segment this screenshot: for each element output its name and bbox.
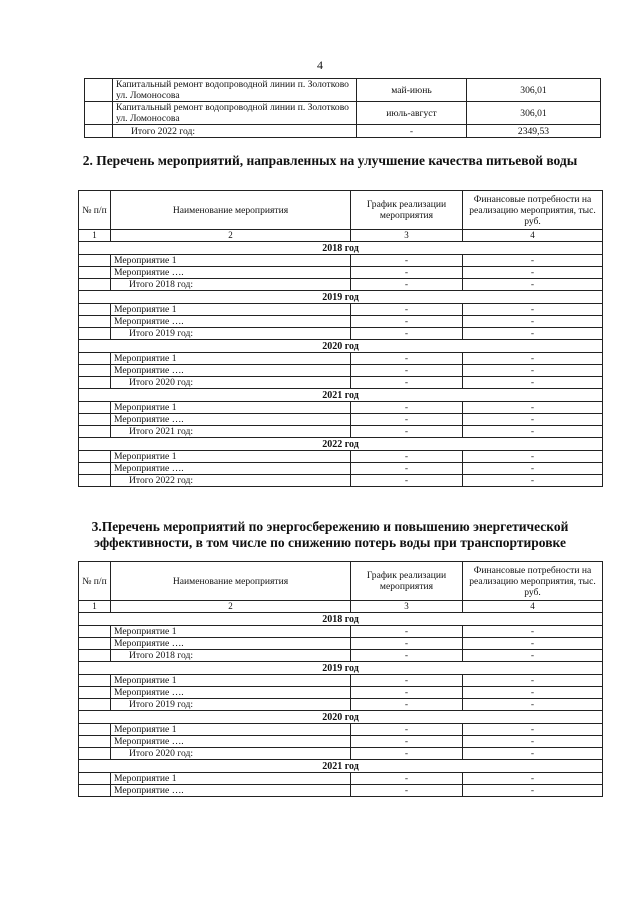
section2-table: [78, 190, 603, 487]
table-row: [79, 402, 603, 414]
table-row: [79, 773, 603, 785]
row-num: [79, 279, 111, 291]
row-schedule: -: [351, 255, 463, 267]
row-amount: 306,01: [467, 102, 601, 125]
table-row: [79, 736, 603, 748]
table-row: [79, 451, 603, 463]
row-finance: -: [463, 255, 603, 267]
row-name: Капитальный ремонт водопроводной линии п. Золотково ул. Ломоносова: [113, 102, 357, 125]
row-finance: -: [463, 402, 603, 414]
year-row: [79, 389, 603, 402]
row-num: [79, 785, 111, 797]
row-name: Мероприятие ….: [111, 785, 351, 797]
table-row: [79, 687, 603, 699]
year-label: 2020 год: [79, 340, 603, 353]
row-name: Мероприятие ….: [111, 267, 351, 279]
row-finance: -: [463, 414, 603, 426]
year-row: [79, 242, 603, 255]
row-finance: -: [463, 785, 603, 797]
column-number: 1: [79, 601, 111, 613]
year-label: 2021 год: [79, 389, 603, 402]
total-schedule: -: [351, 650, 463, 662]
table-row: [79, 785, 603, 797]
header-num: № п/п: [79, 562, 111, 601]
year-row: [79, 291, 603, 304]
total-schedule: -: [351, 699, 463, 711]
column-number-row: [79, 230, 603, 242]
header-name: Наименование мероприятия: [111, 562, 351, 601]
row-schedule: -: [351, 451, 463, 463]
row-name: Капитальный ремонт водопроводной линии п. Золотково ул. Ломоносова: [113, 79, 357, 102]
column-number: 4: [463, 230, 603, 242]
total-schedule: -: [351, 377, 463, 389]
row-finance: -: [463, 736, 603, 748]
row-num: [79, 414, 111, 426]
total-label: Итого 2018 год:: [111, 650, 351, 662]
total-label: Итого 2022 год:: [113, 125, 357, 138]
row-finance: -: [463, 638, 603, 650]
row-finance: -: [463, 463, 603, 475]
row-num: [79, 638, 111, 650]
row-num: [79, 267, 111, 279]
column-number: 3: [351, 230, 463, 242]
row-name: Мероприятие 1: [111, 255, 351, 267]
row-name: Мероприятие 1: [111, 724, 351, 736]
row-num: [79, 687, 111, 699]
total-period: -: [357, 125, 467, 138]
total-finance: -: [463, 699, 603, 711]
row-num: [79, 773, 111, 785]
total-schedule: -: [351, 475, 463, 487]
row-name: Мероприятие 1: [111, 304, 351, 316]
row-num: [79, 377, 111, 389]
total-row: [79, 426, 603, 438]
total-label: Итого 2018 год:: [111, 279, 351, 291]
row-num: [79, 451, 111, 463]
row-schedule: -: [351, 687, 463, 699]
row-name: Мероприятие ….: [111, 687, 351, 699]
year-label: 2019 год: [79, 291, 603, 304]
table-row: [79, 365, 603, 377]
year-label: 2018 год: [79, 242, 603, 255]
column-number: 2: [111, 230, 351, 242]
total-row: [79, 748, 603, 760]
total-row: [85, 125, 601, 138]
total-finance: -: [463, 328, 603, 340]
table-row: [79, 304, 603, 316]
header-schedule: График реализации мероприятия: [351, 191, 463, 230]
table-row: [79, 267, 603, 279]
row-num: [79, 365, 111, 377]
year-label: 2021 год: [79, 760, 603, 773]
table-row: [85, 102, 601, 125]
total-schedule: -: [351, 328, 463, 340]
row-num: [79, 626, 111, 638]
row-schedule: -: [351, 724, 463, 736]
row-num: [79, 353, 111, 365]
row-finance: -: [463, 267, 603, 279]
row-name: Мероприятие 1: [111, 402, 351, 414]
row-name: Мероприятие ….: [111, 736, 351, 748]
table-row: [79, 316, 603, 328]
row-period: июль-август: [357, 102, 467, 125]
row-finance: -: [463, 451, 603, 463]
year-label: 2019 год: [79, 662, 603, 675]
total-row: [79, 650, 603, 662]
row-finance: -: [463, 626, 603, 638]
repair-table: [84, 78, 601, 138]
column-number: 1: [79, 230, 111, 242]
table-row: [79, 353, 603, 365]
table-row: [79, 638, 603, 650]
total-row: [79, 475, 603, 487]
row-finance: -: [463, 316, 603, 328]
total-label: Итого 2020 год:: [111, 377, 351, 389]
total-label: Итого 2021 год:: [111, 426, 351, 438]
row-name: Мероприятие 1: [111, 675, 351, 687]
header-finance: Финансовые потребности на реализацию мероприятия, тыс. руб.: [463, 562, 603, 601]
row-finance: -: [463, 687, 603, 699]
header-row: [79, 191, 603, 230]
row-schedule: -: [351, 736, 463, 748]
column-number-row: [79, 601, 603, 613]
table-row: [79, 724, 603, 736]
row-schedule: -: [351, 626, 463, 638]
total-finance: -: [463, 279, 603, 291]
row-num: [79, 463, 111, 475]
row-schedule: -: [351, 304, 463, 316]
row-num: [79, 316, 111, 328]
total-finance: -: [463, 650, 603, 662]
table-row: [79, 463, 603, 475]
row-finance: -: [463, 675, 603, 687]
row-num: [79, 748, 111, 760]
year-row: [79, 613, 603, 626]
row-finance: -: [463, 365, 603, 377]
total-row: [79, 699, 603, 711]
total-schedule: -: [351, 748, 463, 760]
total-finance: -: [463, 475, 603, 487]
total-finance: -: [463, 426, 603, 438]
total-finance: -: [463, 377, 603, 389]
row-schedule: -: [351, 414, 463, 426]
year-row: [79, 340, 603, 353]
row-name: Мероприятие 1: [111, 773, 351, 785]
row-num: [79, 699, 111, 711]
row-num: [79, 724, 111, 736]
row-name: Мероприятие ….: [111, 414, 351, 426]
table-row: [85, 79, 601, 102]
row-schedule: -: [351, 785, 463, 797]
row-schedule: -: [351, 773, 463, 785]
header-num: № п/п: [79, 191, 111, 230]
year-row: [79, 438, 603, 451]
table-row: [79, 255, 603, 267]
total-row: [79, 279, 603, 291]
year-label: 2022 год: [79, 438, 603, 451]
row-finance: -: [463, 773, 603, 785]
section2-title: 2. Перечень мероприятий, направленных на улучшение качества питьевой воды: [82, 153, 578, 168]
row-num: [79, 402, 111, 414]
row-name: Мероприятие ….: [111, 365, 351, 377]
row-finance: -: [463, 724, 603, 736]
row-num: [79, 650, 111, 662]
row-name: Мероприятие ….: [111, 316, 351, 328]
page-number: 4: [317, 58, 323, 72]
row-amount: 306,01: [467, 79, 601, 102]
total-label: Итого 2019 год:: [111, 699, 351, 711]
total-row: [79, 328, 603, 340]
row-schedule: -: [351, 316, 463, 328]
row-name: Мероприятие ….: [111, 463, 351, 475]
row-finance: -: [463, 304, 603, 316]
row-name: Мероприятие 1: [111, 353, 351, 365]
row-num: [79, 426, 111, 438]
header-row: [79, 562, 603, 601]
year-label: 2018 год: [79, 613, 603, 626]
header-name: Наименование мероприятия: [111, 191, 351, 230]
table-row: [79, 626, 603, 638]
row-schedule: -: [351, 353, 463, 365]
header-finance: Финансовые потребности на реализацию мероприятия, тыс. руб.: [463, 191, 603, 230]
header-schedule: График реализации мероприятия: [351, 562, 463, 601]
total-schedule: -: [351, 426, 463, 438]
row-num: [79, 675, 111, 687]
total-finance: -: [463, 748, 603, 760]
total-label: Итого 2019 год:: [111, 328, 351, 340]
row-num: [79, 736, 111, 748]
year-label: 2020 год: [79, 711, 603, 724]
year-row: [79, 711, 603, 724]
column-number: 3: [351, 601, 463, 613]
column-number: 4: [463, 601, 603, 613]
row-num: [79, 255, 111, 267]
row-schedule: -: [351, 675, 463, 687]
row-period: май-июнь: [357, 79, 467, 102]
row-num: [79, 475, 111, 487]
section3-table: [78, 561, 603, 797]
row-num: [79, 304, 111, 316]
row-num: [79, 328, 111, 340]
row-schedule: -: [351, 365, 463, 377]
section3-title: 3.Перечень мероприятий по энергосбережению и повышению энергетической эффективности, в том числе по снижению потерь воды при транспортировке: [91, 519, 569, 550]
row-schedule: -: [351, 267, 463, 279]
total-amount: 2349,53: [467, 125, 601, 138]
total-row: [79, 377, 603, 389]
row-schedule: -: [351, 463, 463, 475]
total-label: Итого 2020 год:: [111, 748, 351, 760]
column-number: 2: [111, 601, 351, 613]
year-row: [79, 662, 603, 675]
total-schedule: -: [351, 279, 463, 291]
row-finance: -: [463, 353, 603, 365]
table-row: [79, 414, 603, 426]
row-name: Мероприятие 1: [111, 451, 351, 463]
total-label: Итого 2022 год:: [111, 475, 351, 487]
row-name: Мероприятие 1: [111, 626, 351, 638]
row-schedule: -: [351, 638, 463, 650]
year-row: [79, 760, 603, 773]
row-name: Мероприятие ….: [111, 638, 351, 650]
row-schedule: -: [351, 402, 463, 414]
table-row: [79, 675, 603, 687]
